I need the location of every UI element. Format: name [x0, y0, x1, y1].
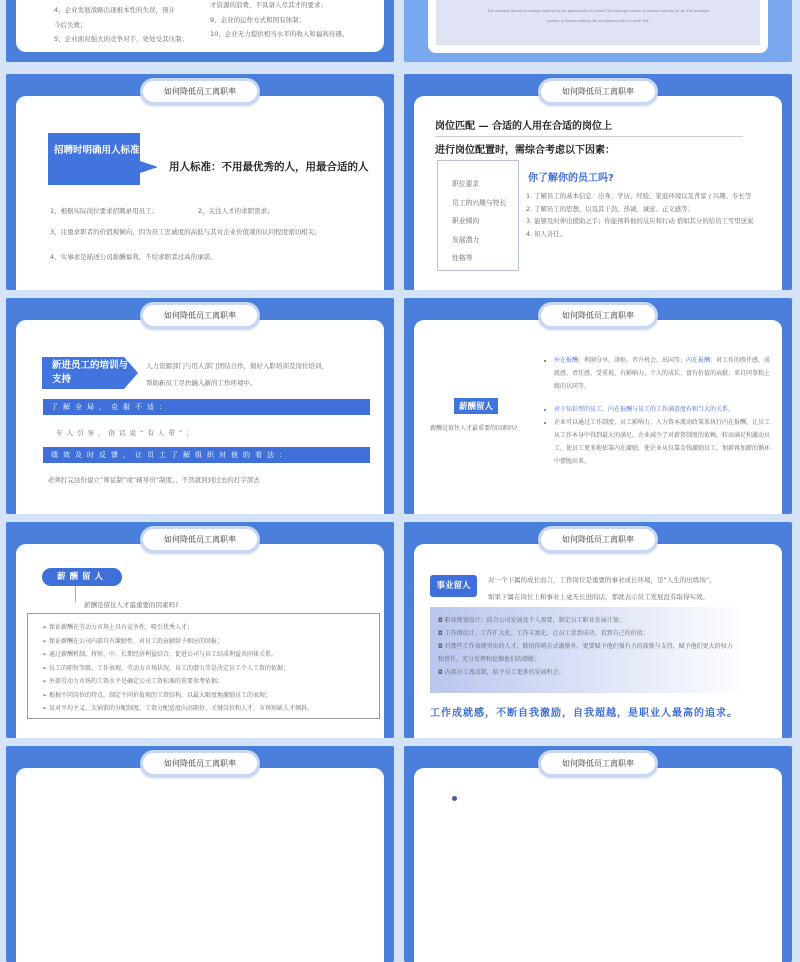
match-title: 岗位匹配 — 合适的人用在合适的岗位上	[435, 121, 612, 132]
pay-item: ➢ 反对平均主义、大锅饭的分配制度，工资分配适度向高职位、关键岗位和人才、市场短缺人才倾斜。	[42, 705, 313, 712]
factor: 性格等	[452, 254, 473, 262]
highlight: 内在报酬	[686, 357, 711, 364]
recruit-item: 2、关注人才的求职需求；	[198, 207, 274, 215]
dot-icon	[452, 796, 457, 801]
career-item: ◘ 职业规划设计：结合公司发展及个人需要，制定员工职业发展计划；	[438, 617, 625, 624]
slide-bottom-left[interactable]	[6, 746, 394, 962]
text-line: person is always waiting for an opportunity to come The	[547, 19, 649, 23]
pay-tag: 薪酬留人	[454, 398, 498, 414]
text: 职业规划设计：结合公司发展及个人需要，制定员工职业发展计划；	[444, 617, 625, 624]
text: ：利润分享、津贴、晋升机会、出国等；	[578, 357, 687, 364]
match-bullet: 4. 知人善任。	[526, 229, 567, 238]
text: 内部员工流动制，给予员工更多的发展机会。	[444, 669, 565, 676]
slide-training[interactable]	[6, 298, 394, 514]
training-bar: 绩效及时反馈，让员工了解组织对他的看法：	[43, 447, 370, 463]
reason: 5、企业面对强大的竞争对手，处处受其压制；	[54, 35, 189, 43]
slide-title-pill: 如何降低员工离职率	[140, 78, 260, 105]
slide-title-pill: 如何降低员工离职率	[538, 750, 658, 777]
slide-title-pill: 如何降低员工离职率	[140, 526, 260, 553]
career-item: ◘ 内部员工流动制，给予员工更多的发展机会。	[438, 669, 565, 676]
reason: 10、企业无力提供相当水平的收入和福利待遇。	[210, 30, 349, 38]
career-tag: 事业留人	[430, 575, 477, 597]
training-bar: 了解全局，克服不适：	[43, 399, 370, 415]
reasons-left	[54, 3, 188, 47]
text: 员工的职位等级、工作表现、劳动力市场状况、员工的潜力等是决定员工个人工资的依据；	[48, 664, 289, 672]
tag-shape	[48, 133, 163, 185]
divider	[435, 136, 743, 137]
career-desc: 对一个下属的成长而言，工作岗位是重要的事业成长环境，是“人生的历练场”，	[488, 576, 716, 584]
slide-title-pill: 如何降低员工离职率	[538, 78, 658, 105]
reasons-right	[210, 0, 348, 42]
match-bullet: 1. 了解员工的基本信息：出身、学历、经验、家庭环境以及背景 / 兴趣、专长等	[526, 192, 752, 200]
highlight: 外在报酬	[554, 357, 579, 364]
career-item: ◘ 工作再设计、工作扩大化、工作丰富化，让员工尝到成功，看到自己的价值；	[438, 630, 649, 637]
slide-title-pill: 如何降低员工离职率	[538, 302, 658, 329]
career-item: ◘ 对那些工作表现突出的人才，除用传统方式激励外，更要赋予他们强有力的鼓励与支持，赋予他们更大的权力和责任，充分发挥和挖掘他们的潜能；	[438, 643, 733, 663]
slide-top-left[interactable]	[6, 0, 394, 62]
career-slogan: 工作成就感，不断自我激励，自我超越，是职业人最高的追求。	[430, 708, 738, 719]
match-bullets	[526, 190, 778, 240]
pay-item: ➢ 保证薪酬在劳动力市场上具有竞争性，吸引优秀人才；	[42, 624, 193, 631]
text: 保证薪酬在劳动力市场上具有竞争性，吸引优秀人才；	[48, 624, 193, 631]
text: 根据不同岗位的特点，制定不同价值观的工资结构，以最大限度地激励员工的表现；	[48, 691, 271, 699]
card	[16, 320, 384, 514]
slide-title-pill: 如何降低员工离职率	[538, 526, 658, 553]
text-line: The average person is always waiting for an opportunity to come The average person is always waiting for an The average	[487, 9, 709, 13]
card	[414, 768, 782, 962]
reason: 今后失败；	[54, 20, 87, 29]
training-line: 专人引导，俗话说“有人带”；	[56, 429, 197, 437]
match-question: 你了解你的员工吗?	[528, 173, 614, 184]
match-subtitle: 进行岗位配置时，需综合考虑以下因素：	[435, 145, 615, 156]
slide-title-pill: 如何降低员工离职率	[140, 750, 260, 777]
slide-title-pill: 如何降低员工离职率	[140, 302, 260, 329]
reason: 才资源的浪费，不具备人尽其才的要求；	[210, 1, 327, 9]
recruit-tag: 招聘时明确用人标准	[54, 145, 140, 156]
text: 通过薪酬机制，将短、中、长期经济利益结合，促进公司与员工结成利益共同体关系。	[48, 651, 277, 658]
connector-line	[75, 586, 76, 602]
recruit-item: 1、根据实际岗位要求招聘录用员工；	[50, 207, 159, 215]
slide-pay-retention-1[interactable]	[404, 298, 792, 514]
recruit-headline: 用人标准：不用最优秀的人，用最合适的人	[169, 161, 369, 173]
text: 工作再设计、工作扩大化、工作丰富化，让员工尝到成功，看到自己的价值；	[444, 630, 649, 637]
text: 反对平均主义、大锅饭的分配制度，工资分配适度向高职位、关键岗位和人才、市场短缺人才倾斜。	[48, 705, 313, 712]
recruit-item: 3、注重求职者的价值观倾向，因为员工忠诚度的高低与其对企业价值观的认同程度密切相关；	[50, 228, 321, 236]
slide-position-match[interactable]	[404, 74, 792, 290]
factors-box	[437, 160, 519, 271]
pay-item: ➢ 保证薪酬在公司内部具有激励性，对员工的贡献给予相应的回报；	[42, 637, 223, 645]
slide-recruit-standard[interactable]	[6, 74, 394, 290]
card	[16, 768, 384, 962]
text: 保证薪酬在公司内部具有激励性，对员工的贡献给予相应的回报；	[48, 637, 223, 645]
training-tag: 新进员工的培训与支持	[52, 360, 129, 385]
factor: 职位要求	[452, 180, 480, 188]
pay-question: 薪酬是留住人才最重要的因素吗?	[84, 601, 179, 609]
pay-item: ➢ 外部劳动力市场的工资水平是确定公司工资标准的重要参考依据；	[42, 678, 223, 685]
slide-pay-retention-2[interactable]	[6, 522, 394, 738]
training-line: 必须打完这份建立“师徒制”或“辅导员”制度。，不然就回到过去的打字部去	[48, 476, 260, 484]
pay-bullet	[554, 354, 772, 393]
slide-bottom-right[interactable]	[404, 746, 792, 962]
training-desc: 帮助新员工尽快融入新的工作环境中。	[146, 379, 257, 387]
reason: 9、企业的运作方式和国有体制；	[210, 15, 306, 24]
slide-career-retention[interactable]	[404, 522, 792, 738]
factor: 职业倾向	[452, 217, 480, 225]
factor: 员工的兴趣与特长	[452, 198, 507, 207]
pay-bullet: • 对于知识型的员工，内在报酬与员工的工作满意度有相当大的关系。	[554, 403, 772, 416]
english-text	[436, 6, 760, 26]
match-bullet: 3. 能够及时伸出援助之手；你能预料他的反应和行动 恰如其分的给员工雪里送炭	[526, 217, 754, 225]
career-list-box	[430, 607, 750, 693]
reason: 4、企业发展战略出现根本性的失误，预计	[54, 6, 176, 14]
slide-top-right[interactable]	[404, 0, 792, 62]
pay-question: 薪酬是留住人才最重要的因素吗?	[430, 425, 518, 432]
recruit-item: 4、实事求是描述公司薪酬福利，不给求职者过高的承诺。	[50, 253, 217, 261]
training-desc: 人力资源部门与用人部门团结合作，做好入职培训及岗位培训，	[146, 362, 328, 370]
text: 对那些工作表现突出的人才，除用传统方式激励外，更要赋予他们强有力的鼓励与支持，赋予他们更大的权力和责任，充分发挥和挖掘他们的潜能；	[438, 643, 733, 663]
pay-item: ➢ 员工的职位等级、工作表现、劳动力市场状况、员工的潜力等是决定员工个人工资的依据；	[42, 664, 289, 672]
pay-item: ➢ 根据不同岗位的特点，制定不同价值观的工资结构，以最大限度地激励员工的表现；	[42, 691, 271, 699]
pay-bullets	[544, 354, 772, 468]
factor: 发展潜力	[452, 235, 480, 244]
match-bullet: 2. 了解员工的思想、以及其干劲、热诚、诚意、正义感等；	[526, 204, 694, 213]
pay-list-box	[27, 613, 380, 719]
text: ：对工作的胜任感、成就感、责任感、受重视、有影响力、个人的成长、富有价值的贡献、来自同事和上级的认同等。	[554, 357, 771, 390]
text: 外部劳动力市场的工资水平是确定公司工资标准的重要参考依据；	[48, 678, 223, 685]
career-desc: 如果下属在岗位上和事业上毫无长进的话，那就表示员工发展没有取得实效。	[488, 593, 709, 601]
pay-item: ➢ 通过薪酬机制，将短、中、长期经济利益结合，促进公司与员工结成利益共同体关系。	[42, 651, 277, 658]
pay-tag: 薪酬留人	[42, 568, 122, 586]
pay-bullet: • 企业可以通过工作制度、员工影响力、人力资本流动政策来执行内在报酬，让员工从工作本身中得到最大的满足，企业减少了对薪资制度的依赖，转而满足和激动员工，使员工更多地依靠内在激励，使企业从仅靠金钱激励员工、加薪再加薪的循环中摆脱出来。	[554, 416, 772, 468]
